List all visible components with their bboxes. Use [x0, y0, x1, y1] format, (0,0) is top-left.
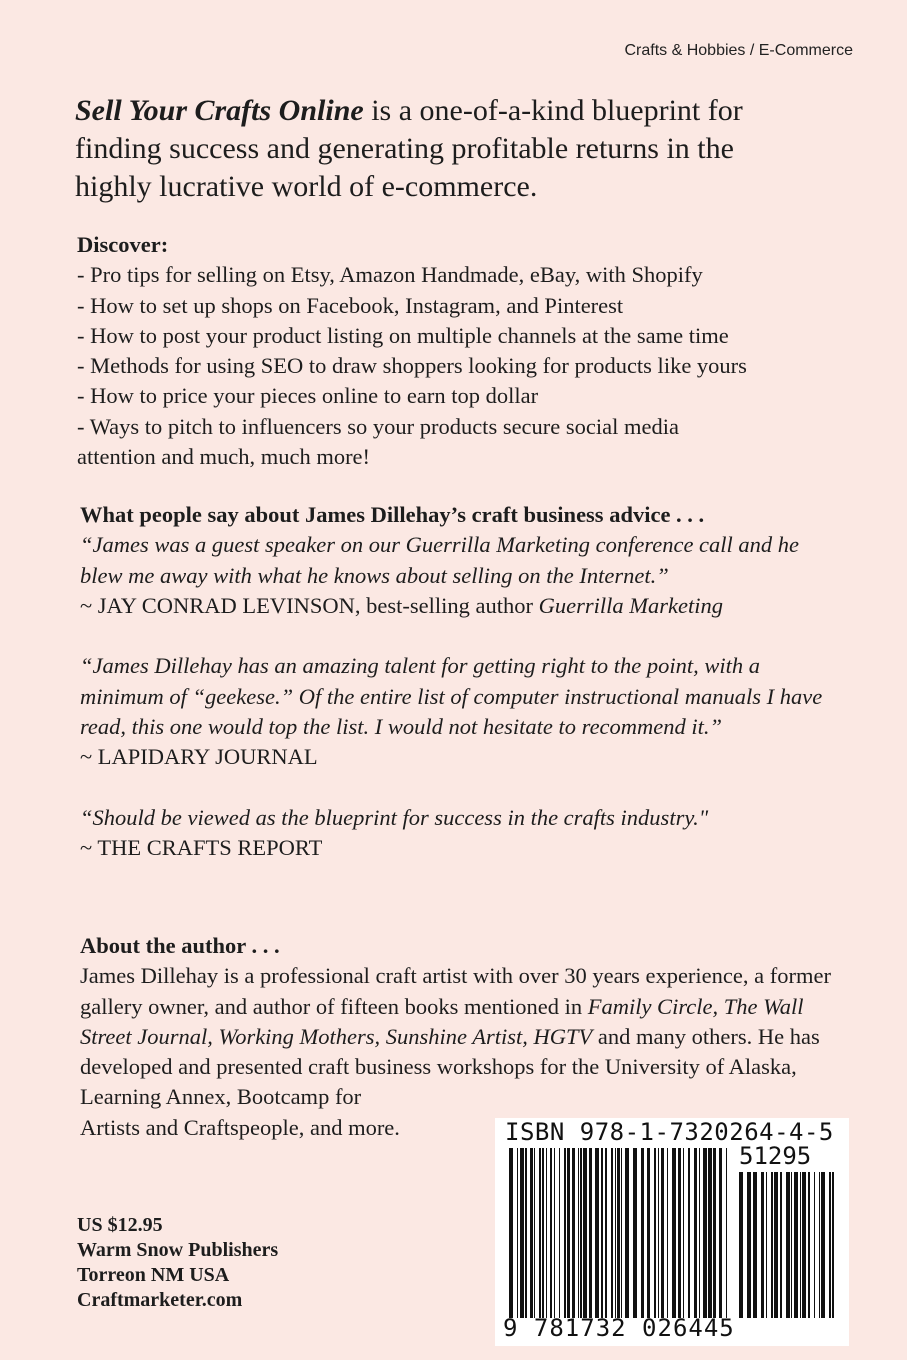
discover-bullet: - How to post your product listing on multiple channels at the same time: [77, 322, 729, 348]
price-label: US $12.95: [77, 1214, 163, 1236]
discover-bullet: - Pro tips for selling on Etsy, Amazon Handmade, eBay, with Shopify: [77, 262, 703, 288]
isbn-number: ISBN 978-1-7320264-4-5: [505, 1118, 834, 1146]
review-attribution-book: Guerrilla Marketing: [538, 592, 723, 618]
about-line: Artists and Craftspeople, and more.: [80, 1114, 400, 1140]
isbn-barcode: [495, 1118, 849, 1346]
review-attribution: [80, 591, 840, 621]
discover-section: [77, 230, 837, 472]
about-publications: Family Circle, The Wall Street Journal, Working Mothers, Sunshine Artist, HGTV: [80, 993, 804, 1049]
intro-text: is a one-of-a-kind blueprint for finding success and generating profitable returns in the highly lucrative world of e-commerce.: [75, 94, 743, 203]
barcode-bars: [495, 1118, 849, 1346]
review-attribution: ~ THE CRAFTS REPORT: [80, 835, 323, 861]
publisher-website: Craftmarketer.com: [77, 1289, 243, 1311]
discover-bullet: - Methods for using SEO to draw shoppers looking for products like yours: [77, 353, 747, 379]
book-title: Sell Your Crafts Online: [75, 94, 364, 127]
ean-digits: 9 781732 026445: [503, 1314, 735, 1342]
about-text-1: James Dillehay is a professional craft artist with over 30 years experience, a former gallery owner, and author of fifteen books mentioned in: [80, 963, 831, 1019]
about-text-2: and many others. He has developed and presented craft business workshops for the University of Alaska,: [80, 1023, 820, 1080]
publisher-name: Warm Snow Publishers: [77, 1239, 279, 1261]
review-quote: “James Dillehay has an amazing talent for getting right to the point, with a minimum of “geekese.” Of the entire list of computer instructional manuals I have read, this one would top the list. I would not hesitate to recommend it.”: [80, 653, 823, 740]
review-quote: “Should be viewed as the blueprint for success in the crafts industry.": [80, 804, 709, 830]
reviews-heading: What people say about James Dillehay’s craft business advice . . .: [80, 502, 705, 527]
category-label: Crafts & Hobbies / E-Commerce: [624, 42, 853, 59]
discover-heading: Discover:: [77, 232, 169, 257]
price-code: 51295: [739, 1142, 812, 1170]
discover-bullet: - How to price your pieces online to earn top dollar: [77, 383, 539, 409]
about-heading: About the author . . .: [80, 933, 280, 958]
reviews-section: [80, 500, 840, 864]
review-attribution-name: ~ JAY CONRAD LEVINSON, best-selling author: [80, 592, 539, 618]
discover-bullet: - How to set up shops on Facebook, Instagram, and Pinterest: [77, 292, 624, 318]
publisher-info: [77, 1213, 278, 1313]
review-quote: “James was a guest speaker on our Guerrilla Marketing conference call and he blew me away with what he knows about selling on the Internet.”: [80, 532, 800, 588]
about-paragraph: [80, 961, 850, 1082]
publisher-location: Torreon NM USA: [77, 1264, 230, 1286]
discover-bullet: - Ways to pitch to influencers so your products secure social media attention and much, much more!: [77, 413, 679, 470]
intro-paragraph: [75, 92, 795, 206]
about-line: Learning Annex, Bootcamp for: [80, 1084, 362, 1110]
about-author-section: [80, 931, 850, 1143]
review-attribution: ~ LAPIDARY JOURNAL: [80, 744, 318, 770]
